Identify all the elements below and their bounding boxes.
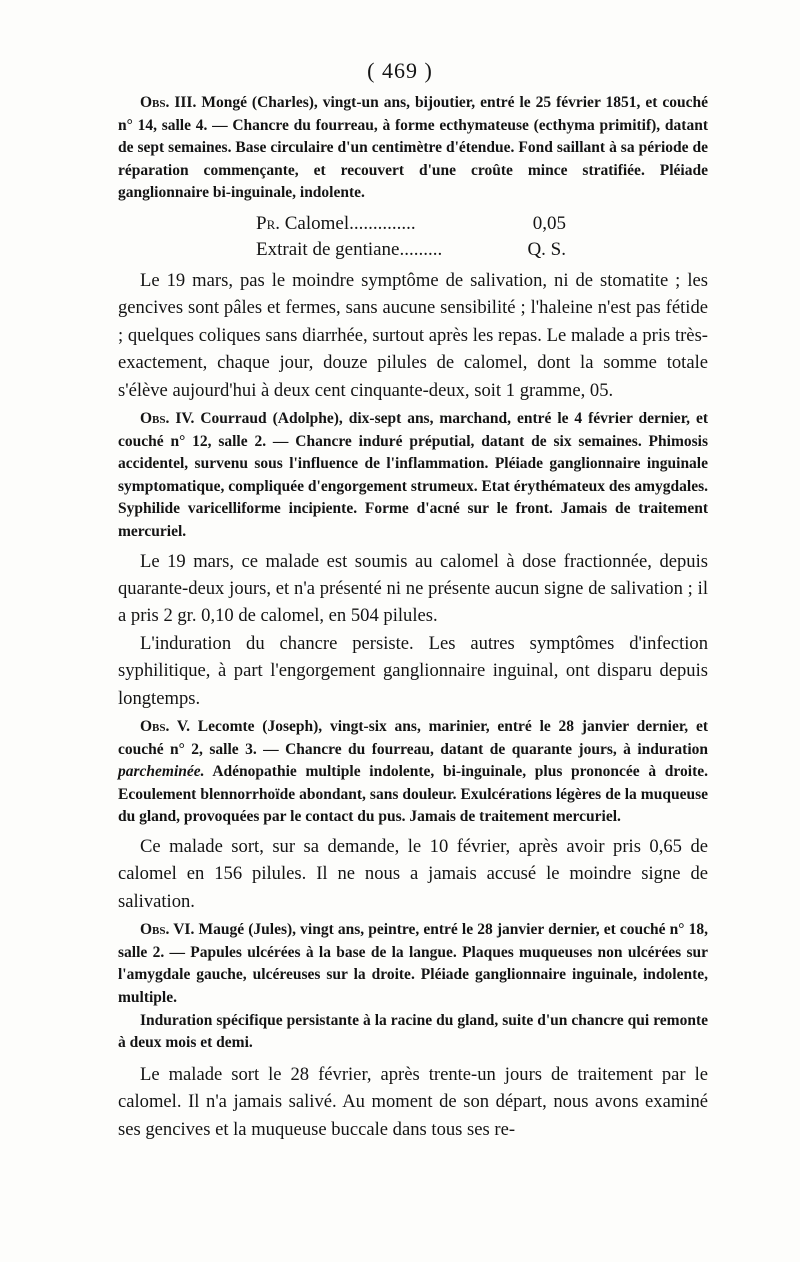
observation-text: Lecomte (Joseph), vingt-six ans, marinier, entré le 28 janvier dernier, et couché n° 2, salle 3. — Chancre du fourreau, datant de quarante jours, à induration — [118, 718, 708, 758]
observation-5 — [118, 716, 708, 829]
prescription-item-name: Extrait de gentiane — [256, 238, 400, 260]
observation-text: Courraud (Adolphe), dix-sept ans, marchand, entré le 4 février dernier, et couché n° 12, salle 2. — Chancre induré préputial, datant de six semaines. Phimosis accidentel, survenu sous l'influence de l'inflammation. Pléiade ganglionnaire inguinale symptomatique, compliquée d'engorgement strumeux. Etat érythémateux des amygdales. Syphilide varicelliforme incipiente. Forme d'acné sur le front. Jamais de traitement mercuriel. — [118, 410, 708, 540]
observation-label: Obs. VI. — [140, 921, 195, 939]
observation-4 — [118, 408, 708, 544]
observation-label: Obs. V. — [140, 718, 190, 735]
observation-emphasis: parcheminée. — [118, 763, 205, 781]
prescription-row — [256, 211, 566, 237]
paragraph-19-mars-calomel: Le 19 mars, ce malade est soumis au calomel à dose fractionnée, depuis quarante-deux jours, et n'a présenté ni ne présente aucun signe de salivation ; il a pris 2 gr. 0,10 de calomel, en 504 pilules. — [118, 550, 708, 627]
observation-text: Maugé (Jules), vingt ans, peintre, entré le 28 janvier dernier, et couché n° 18, salle 2. — Papules ulcérées à la base de la langue. Plaques muqueuses non ulcérées sur l'amygdale gauche, ulcéreuses sur la droite. Pléiade ganglionnaire inguinale, indolente, multiple. — [118, 921, 708, 1006]
observation-6 — [118, 919, 708, 1009]
prescription-row — [256, 237, 566, 263]
paragraph-28-fevrier: Le malade sort le 28 février, après trente-un jours de traitement par le calomel. Il n'a jamais salivé. Au moment de son départ, nous avons examiné ses gencives et la muqueuse buccale dans tous ses re- — [118, 1063, 708, 1140]
prescription-item-name: Calomel — [284, 212, 350, 234]
observation-text: Adénopathie multiple indolente, bi-inguinale, plus prononcée à droite. Ecoulement blennorrhoïde abondant, sans douleur. Exulcérations légères de la muqueuse du gland, provoquées par le contact du pus. Jamais de traitement mercuriel. — [118, 763, 708, 826]
observation-text: Mongé (Charles), vingt-un ans, bijoutier, entré le 25 février 1851, et couché n° 14, salle 4. — Chancre du fourreau, à forme ecthymateuse (ecthyma primitif), datant de sept semaines. Base circulaire d'un centimètre d'étendue. Fond saillant à sa période de réparation commençante, et recouvert d'une croûte mince stratifiée. Pléiade ganglionnaire bi-inguinale, indolente. — [118, 94, 709, 202]
paragraph-19-mars-salivation: Le 19 mars, pas le moindre symptôme de salivation, ni de stomatite ; les gencives sont pâles et fermes, sans aucune sensibilité ; l'haleine n'est pas fétide ; quelques coliques sans diarrhée, surtout après les repas. Le malade a pris très-exactement, chaque jour, douze pilules de calomel, dont la somme totale s'élève aujourd'hui à deux cent cinquante-deux, soit 1 gramme, 05. — [118, 269, 708, 401]
prescription-quantity: Q. S. — [527, 238, 566, 260]
prescription-dots: .............. — [349, 212, 416, 234]
prescription-quantity: 0,05 — [532, 212, 566, 234]
paragraph-malade-sort: Ce malade sort, sur sa demande, le 10 février, après avoir pris 0,65 de calomel en 156 pilules. Il ne nous a jamais accusé le moindre signe de salivation. — [118, 835, 708, 912]
prescription-prefix: Pr. — [256, 212, 280, 234]
paragraph-induration: L'induration du chancre persiste. Les autres symptômes d'infection syphilitique, à part l'engorgement ganglionnaire inguinal, ont disparu depuis longtemps. — [118, 632, 708, 709]
page-content — [118, 92, 708, 1143]
page-number: ( 469 ) — [367, 58, 433, 83]
observation-3 — [118, 92, 708, 205]
observation-6-continued: Induration spécifique persistante à la racine du gland, suite d'un chancre qui remonte à deux mois et demi. — [118, 1011, 708, 1052]
observation-label: Obs. III. — [140, 94, 197, 111]
prescription — [256, 211, 566, 263]
prescription-dots: ......... — [399, 238, 443, 260]
observation-label: Obs. IV. — [140, 410, 195, 427]
